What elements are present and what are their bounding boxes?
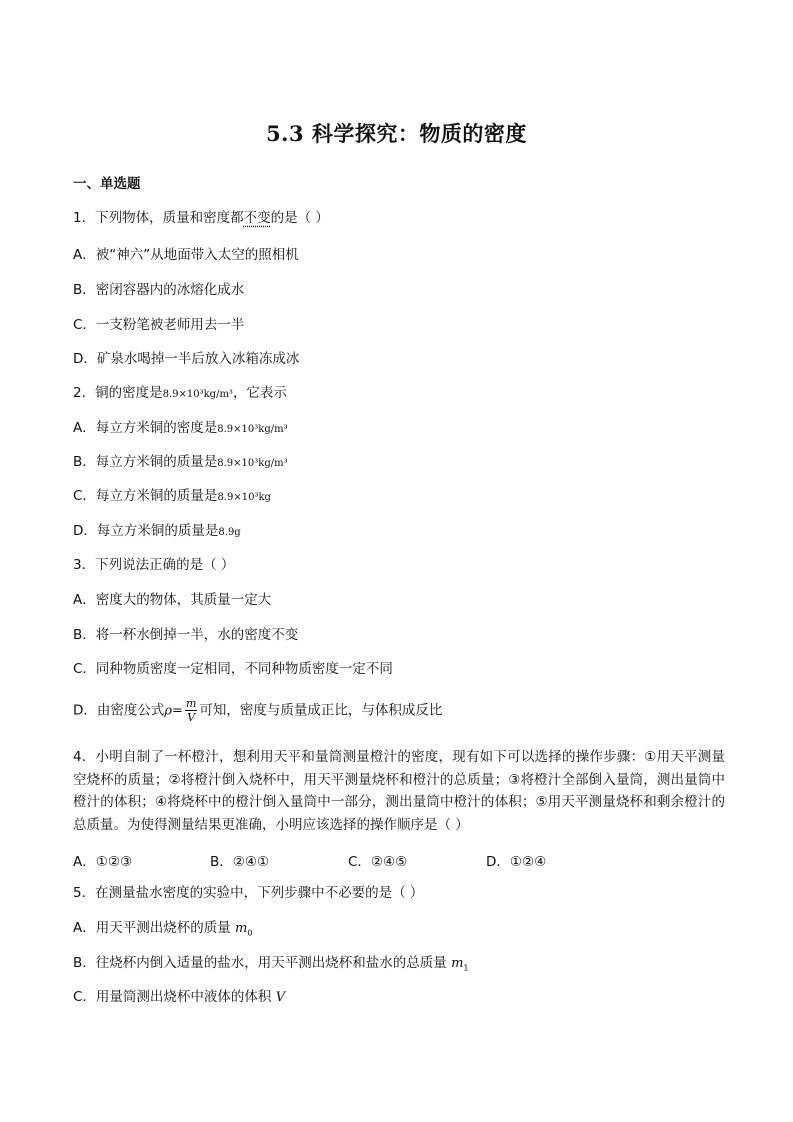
mass-subscript: 1 [463,963,469,973]
question-3-option-c: C．同种物质密度一定相同，不同种物质密度一定不同 [73,661,393,677]
density-formula-fraction [185,697,197,724]
fraction-numerator: m [185,697,197,710]
question-3-option-d-tail: 可知，密度与质量成正比，与体积成反比 [199,702,443,719]
question-2-option-b-text: B．每立方米铜的质量是 [73,454,218,470]
question-1-option-d: D．矿泉水喝掉一半后放入冰箱冻成冰 [73,351,300,367]
section-heading: 一、单选题 [73,176,141,192]
question-5-option-b [73,953,468,979]
question-2-option-b-value: 8.9×10³kg/m³ [217,458,288,469]
question-1-option-c: C．一支粉笔被老师用去一半 [73,317,245,333]
question-1-option-a: A．被“神六”从地面带入太空的照相机 [73,247,299,263]
question-2-stem-tail: ，它表示 [232,385,287,401]
question-3-option-d [73,697,442,724]
question-1-stem [73,208,329,228]
question-5-stem: 5．在测量盐水密度的实验中，下列步骤中不必要的是（ ） [73,885,424,901]
question-4-option-c: C．②④⑤ [348,854,408,870]
question-2-density-value: 8.9×10³kg/m³ [162,389,233,400]
volume-variable: V [275,990,286,1005]
question-5-option-a-text: A．用天平测出烧杯的质量 [73,920,236,936]
question-2-option-c-text: C．每立方米铜的质量是 [73,488,218,504]
question-2-option-b [73,452,288,474]
question-2-option-d-value: 8.9g [218,527,241,538]
question-2-option-d-text: D．每立方米铜的质量是 [73,523,219,539]
mass-subscript: 0 [247,928,253,938]
question-5-option-c-text: C．用量筒测出烧杯中液体的体积 [73,989,276,1005]
question-2-option-d [73,521,241,543]
question-2-stem-text: 2．铜的密度是 [73,385,163,401]
question-2-option-c-value: 8.9×10³kg [217,492,271,503]
question-3-option-d-text: D．由密度公式 [73,702,165,719]
question-2-option-c [73,486,271,508]
question-5-option-a [73,918,252,944]
question-1-emphasis: 不变 [243,210,271,226]
question-3-stem: 3．下列说法正确的是（ ） [73,557,235,573]
question-2-stem [73,383,287,405]
question-3-option-b: B．将一杯水倒掉一半，水的密度不变 [73,627,299,643]
question-2-option-a-value: 8.9×10³kg/m³ [217,424,288,435]
mass-variable: m [451,956,464,971]
question-4-option-d: D．①②④ [486,854,547,870]
question-2-option-a-text: A．每立方米铜的密度是 [73,420,218,436]
question-1-stem-text: 1．下列物体，质量和密度都 [73,210,244,226]
question-5-option-b-text: B．往烧杯内倒入适量的盐水，用天平测出烧杯和盐水的总质量 [73,955,452,971]
fraction-denominator: V [187,711,196,724]
question-5-option-c [73,987,285,1008]
question-4-option-a: A．①②③ [73,854,133,870]
question-1-option-b: B．密闭容器内的冰熔化成水 [73,282,245,298]
page-title: 5.3 科学探究：物质的密度 [266,121,527,146]
question-1-stem-tail: 的是（ ） [270,210,329,226]
question-2-option-a [73,418,288,440]
density-formula-lhs: ρ= [164,703,183,719]
question-3-option-a: A．密度大的物体，其质量一定大 [73,592,272,608]
mass-variable: m [235,921,248,936]
question-4-stem: 4．小明自制了一杯橙汁，想利用天平和量筒测量橙汁的密度，现有如下可以选择的操作步骤：①用天平测量空烧杯的质量；②将橙汁倒入烧杯中，用天平测量烧杯和橙汁的总质量；③将橙汁全部倒入量筒，测出量筒中橙汁的体积；④将烧杯中的橙汁倒入量筒中一部分，测出量筒中橙汁的体积；⑤用天平测量烧杯和剩余橙汁的总质量。为使得测量结果更准确，小明应该选择的操作顺序是（ ） [73,749,725,833]
question-4-option-b: B．②④① [210,854,270,870]
